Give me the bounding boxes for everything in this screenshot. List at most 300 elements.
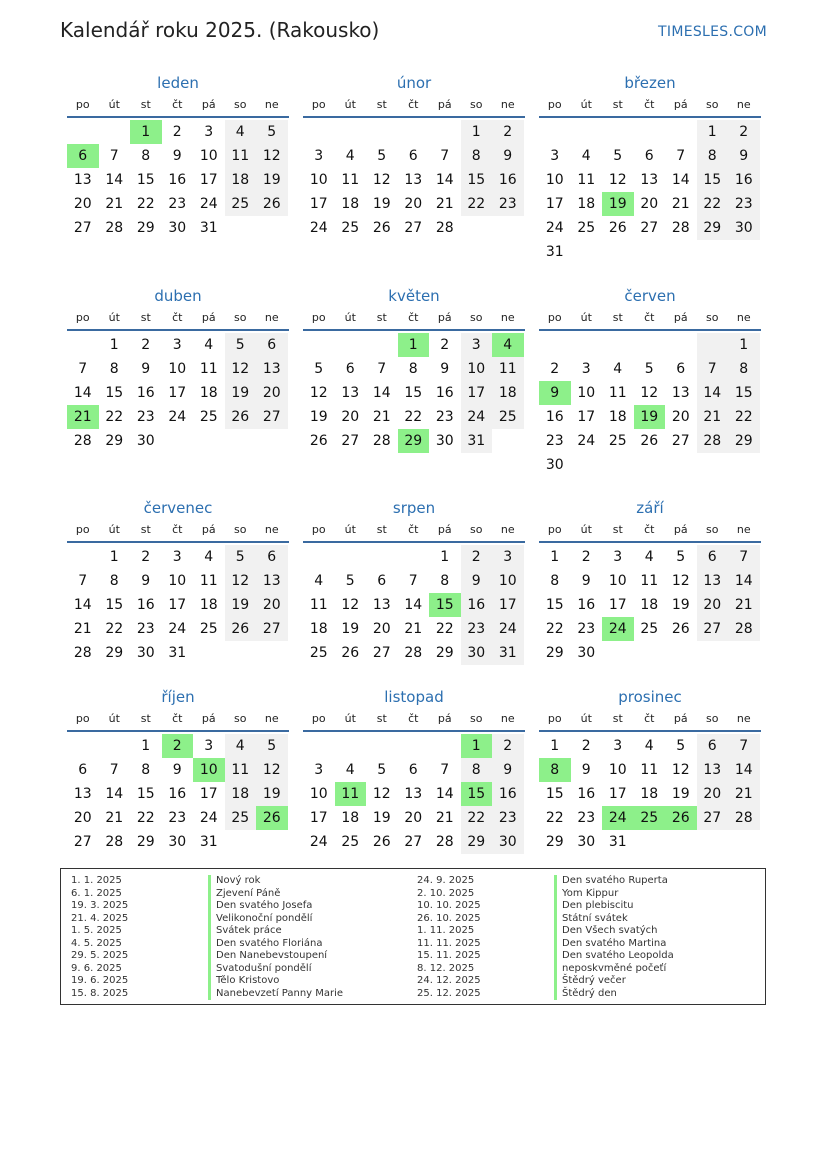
day-cell: 10 xyxy=(545,172,564,188)
day-cell: 11 xyxy=(640,762,659,778)
day-cell: 27 xyxy=(256,405,288,429)
day-cell: 22 xyxy=(404,409,423,425)
day-cell: 3 xyxy=(172,549,182,565)
day-cell: 12 xyxy=(640,385,659,401)
day-cell: 29 xyxy=(136,834,155,850)
weekday-label: út xyxy=(108,98,120,111)
day-cell: 4 xyxy=(204,549,214,565)
day-cell: 3 xyxy=(461,333,493,357)
day-cell: 21 xyxy=(728,782,760,806)
day-cell: 14 xyxy=(404,597,423,613)
day-cell: 15 xyxy=(136,172,155,188)
holiday-day-cell: 10 xyxy=(193,758,225,782)
weekday-label: po xyxy=(311,523,326,536)
day-cell: 6 xyxy=(408,148,418,164)
holiday-legend-row xyxy=(417,925,674,938)
day-cell: 8 xyxy=(440,573,450,589)
day-cell: 11 xyxy=(492,357,524,381)
day-cell: 4 xyxy=(204,337,214,353)
holiday-date: 19. 6. 2025 xyxy=(71,975,129,986)
holiday-date: 6. 1. 2025 xyxy=(71,887,122,899)
day-cell: 8 xyxy=(728,357,760,381)
day-cell: 9 xyxy=(728,144,760,168)
day-cell: 8 xyxy=(461,758,493,782)
holiday-name: Nový rok xyxy=(208,875,260,888)
empty-cell xyxy=(225,429,257,453)
day-cell: 29 xyxy=(105,433,124,449)
day-cell: 2 xyxy=(550,361,560,377)
day-grid xyxy=(539,734,761,854)
day-cell: 5 xyxy=(377,148,387,164)
day-cell: 23 xyxy=(545,433,564,449)
empty-cell xyxy=(571,240,603,264)
weekday-label: ne xyxy=(264,712,279,725)
holiday-name: Den svatého Leopolda xyxy=(554,950,674,963)
day-cell: 4 xyxy=(225,120,257,144)
day-cell: 15 xyxy=(545,597,564,613)
day-cell: 9 xyxy=(141,573,151,589)
day-cell: 2 xyxy=(141,549,151,565)
month-září xyxy=(539,497,761,665)
empty-cell xyxy=(665,333,697,357)
day-cell: 17 xyxy=(577,409,596,425)
day-cell: 5 xyxy=(676,738,686,754)
weekday-label: čt xyxy=(408,311,419,324)
day-cell: 26 xyxy=(341,645,360,661)
holiday-legend-row xyxy=(417,950,674,963)
weekday-label: út xyxy=(580,523,592,536)
day-cell: 30 xyxy=(577,834,596,850)
month-srpen xyxy=(303,497,525,665)
day-cell: 1 xyxy=(440,549,450,565)
day-cell: 22 xyxy=(545,810,564,826)
day-cell: 24 xyxy=(545,220,564,236)
day-cell: 20 xyxy=(697,593,729,617)
weekday-header xyxy=(539,708,761,732)
day-cell: 23 xyxy=(136,621,155,637)
weekday-header xyxy=(303,519,525,543)
day-cell: 20 xyxy=(697,782,729,806)
holiday-legend-row xyxy=(71,963,343,976)
holiday-day-cell: 1 xyxy=(130,120,162,144)
day-cell: 3 xyxy=(204,124,214,140)
empty-cell xyxy=(366,120,398,144)
holiday-name: Den Všech svatých xyxy=(554,925,658,938)
day-cell: 18 xyxy=(341,196,360,212)
day-cell: 29 xyxy=(545,645,564,661)
day-cell: 26 xyxy=(372,834,391,850)
day-cell: 6 xyxy=(644,148,654,164)
day-cell: 23 xyxy=(577,621,596,637)
weekday-label: po xyxy=(75,98,90,111)
day-cell: 2 xyxy=(440,337,450,353)
day-cell: 23 xyxy=(461,617,493,641)
day-cell: 30 xyxy=(545,457,564,473)
empty-cell xyxy=(634,830,666,854)
day-cell: 16 xyxy=(577,786,596,802)
day-cell: 16 xyxy=(136,385,155,401)
holiday-legend-row xyxy=(417,888,674,901)
holiday-legend-column-1 xyxy=(71,875,343,1000)
day-cell: 20 xyxy=(404,196,423,212)
day-cell: 1 xyxy=(550,549,560,565)
day-cell: 30 xyxy=(136,645,155,661)
day-cell: 21 xyxy=(435,196,454,212)
day-cell: 31 xyxy=(545,244,564,260)
month-name: březen xyxy=(624,74,676,92)
day-cell: 13 xyxy=(256,569,288,593)
holiday-name: Den svatého Ruperta xyxy=(554,875,668,888)
empty-cell xyxy=(539,333,571,357)
weekday-label: pá xyxy=(437,98,452,111)
day-cell: 19 xyxy=(372,196,391,212)
day-cell: 2 xyxy=(461,545,493,569)
day-cell: 11 xyxy=(640,573,659,589)
weekday-label: so xyxy=(470,98,483,111)
weekday-label: ne xyxy=(736,712,751,725)
day-cell: 24 xyxy=(199,196,218,212)
weekday-label: čt xyxy=(644,311,655,324)
day-cell: 3 xyxy=(172,337,182,353)
holiday-name: Den svatého Floriána xyxy=(208,938,322,951)
weekday-label: po xyxy=(311,311,326,324)
weekday-label: čt xyxy=(172,98,183,111)
day-cell: 2 xyxy=(492,120,524,144)
day-cell: 6 xyxy=(408,762,418,778)
holiday-date: 29. 5. 2025 xyxy=(71,950,129,961)
day-cell: 28 xyxy=(671,220,690,236)
holiday-day-cell: 9 xyxy=(539,381,571,405)
day-cell: 30 xyxy=(168,834,187,850)
day-cell: 14 xyxy=(73,385,92,401)
weekday-label: po xyxy=(547,523,562,536)
day-cell: 18 xyxy=(199,597,218,613)
day-cell: 15 xyxy=(728,381,760,405)
weekday-label: út xyxy=(344,712,356,725)
empty-cell xyxy=(67,545,99,569)
holiday-date: 9. 6. 2025 xyxy=(71,962,122,974)
weekday-label: ne xyxy=(736,98,751,111)
day-cell: 20 xyxy=(372,621,391,637)
day-grid xyxy=(539,333,761,477)
day-cell: 1 xyxy=(550,738,560,754)
month-name: leden xyxy=(157,74,199,92)
day-cell: 18 xyxy=(225,168,257,192)
day-cell: 7 xyxy=(440,762,450,778)
day-cell: 26 xyxy=(225,617,257,641)
day-cell: 2 xyxy=(492,734,524,758)
weekday-label: čt xyxy=(408,98,419,111)
day-cell: 26 xyxy=(256,192,288,216)
empty-cell xyxy=(256,641,288,665)
month-květen xyxy=(303,285,525,453)
weekday-label: so xyxy=(234,98,247,111)
day-cell: 22 xyxy=(105,409,124,425)
brand-logo[interactable]: TIMESLES.COM xyxy=(658,24,767,40)
day-cell: 16 xyxy=(728,168,760,192)
day-cell: 28 xyxy=(105,220,124,236)
day-cell: 28 xyxy=(728,617,760,641)
day-cell: 21 xyxy=(671,196,690,212)
day-cell: 27 xyxy=(372,645,391,661)
holiday-legend-row xyxy=(417,913,674,926)
day-cell: 28 xyxy=(697,429,729,453)
day-cell: 21 xyxy=(105,810,124,826)
day-cell: 4 xyxy=(581,148,591,164)
day-cell: 18 xyxy=(225,782,257,806)
day-cell: 17 xyxy=(608,786,627,802)
holiday-name: Tělo Kristovo xyxy=(208,975,279,988)
empty-cell xyxy=(634,333,666,357)
day-cell: 17 xyxy=(545,196,564,212)
day-cell: 8 xyxy=(141,148,151,164)
day-cell: 5 xyxy=(345,573,355,589)
holiday-date: 15. 8. 2025 xyxy=(71,987,129,999)
day-cell: 21 xyxy=(697,405,729,429)
month-name: duben xyxy=(154,287,202,305)
day-cell: 7 xyxy=(697,357,729,381)
day-cell: 12 xyxy=(671,573,690,589)
weekday-label: st xyxy=(376,523,387,536)
weekday-label: út xyxy=(580,98,592,111)
day-cell: 18 xyxy=(640,786,659,802)
weekday-header xyxy=(67,94,289,118)
empty-cell xyxy=(335,120,367,144)
weekday-label: st xyxy=(612,523,623,536)
day-cell: 10 xyxy=(492,569,524,593)
empty-cell xyxy=(602,453,634,477)
day-cell: 26 xyxy=(640,433,659,449)
day-cell: 1 xyxy=(697,120,729,144)
day-cell: 3 xyxy=(314,148,324,164)
day-cell: 20 xyxy=(73,196,92,212)
day-cell: 16 xyxy=(577,597,596,613)
day-cell: 31 xyxy=(199,220,218,236)
weekday-label: st xyxy=(140,712,151,725)
day-cell: 9 xyxy=(172,762,182,778)
empty-cell xyxy=(256,216,288,240)
empty-cell xyxy=(225,641,257,665)
holiday-date: 15. 11. 2025 xyxy=(417,950,481,961)
empty-cell xyxy=(634,641,666,665)
empty-cell xyxy=(99,120,131,144)
day-cell: 1 xyxy=(109,549,119,565)
day-cell: 25 xyxy=(225,192,257,216)
empty-cell xyxy=(366,333,398,357)
day-cell: 28 xyxy=(73,645,92,661)
empty-cell xyxy=(335,333,367,357)
day-cell: 17 xyxy=(199,172,218,188)
day-cell: 17 xyxy=(461,381,493,405)
month-name: červen xyxy=(624,287,676,305)
month-name: září xyxy=(636,499,664,517)
empty-cell xyxy=(398,120,430,144)
weekday-label: čt xyxy=(408,523,419,536)
day-cell: 22 xyxy=(728,405,760,429)
weekday-label: so xyxy=(706,311,719,324)
day-cell: 13 xyxy=(404,786,423,802)
day-cell: 28 xyxy=(73,433,92,449)
weekday-label: po xyxy=(547,98,562,111)
empty-cell xyxy=(492,216,524,240)
empty-cell xyxy=(67,333,99,357)
day-cell: 18 xyxy=(199,385,218,401)
day-cell: 22 xyxy=(136,810,155,826)
day-cell: 5 xyxy=(225,333,257,357)
day-cell: 6 xyxy=(676,361,686,377)
day-cell: 13 xyxy=(697,758,729,782)
day-cell: 18 xyxy=(640,597,659,613)
holiday-legend-column-2 xyxy=(417,875,674,1000)
day-cell: 29 xyxy=(545,834,564,850)
day-cell: 16 xyxy=(435,385,454,401)
day-cell: 31 xyxy=(168,645,187,661)
empty-cell xyxy=(225,216,257,240)
weekday-label: so xyxy=(470,712,483,725)
day-cell: 16 xyxy=(492,782,524,806)
day-cell: 15 xyxy=(545,786,564,802)
day-cell: 24 xyxy=(492,617,524,641)
day-cell: 29 xyxy=(461,830,493,854)
empty-cell xyxy=(728,641,760,665)
day-cell: 2 xyxy=(581,549,591,565)
holiday-day-cell: 6 xyxy=(67,144,99,168)
month-leden xyxy=(67,72,289,240)
day-cell: 13 xyxy=(671,385,690,401)
weekday-header xyxy=(539,94,761,118)
weekday-label: pá xyxy=(673,523,688,536)
weekday-label: út xyxy=(580,712,592,725)
day-cell: 15 xyxy=(105,385,124,401)
empty-cell xyxy=(602,120,634,144)
holiday-day-cell: 1 xyxy=(461,734,493,758)
day-cell: 2 xyxy=(172,124,182,140)
day-cell: 8 xyxy=(109,361,119,377)
day-cell: 3 xyxy=(492,545,524,569)
weekday-label: ne xyxy=(500,712,515,725)
weekday-label: so xyxy=(706,712,719,725)
day-cell: 12 xyxy=(256,144,288,168)
day-cell: 1 xyxy=(728,333,760,357)
empty-cell xyxy=(335,734,367,758)
day-cell: 20 xyxy=(256,381,288,405)
empty-cell xyxy=(256,429,288,453)
day-cell: 7 xyxy=(78,361,88,377)
empty-cell xyxy=(665,830,697,854)
weekday-header xyxy=(67,708,289,732)
month-listopad xyxy=(303,686,525,854)
holiday-day-cell: 1 xyxy=(398,333,430,357)
day-cell: 23 xyxy=(728,192,760,216)
holiday-name: Zjevení Páně xyxy=(208,888,280,901)
day-cell: 8 xyxy=(109,573,119,589)
empty-cell xyxy=(398,545,430,569)
weekday-label: po xyxy=(75,311,90,324)
day-cell: 6 xyxy=(697,734,729,758)
day-cell: 7 xyxy=(377,361,387,377)
weekday-label: st xyxy=(140,311,151,324)
day-cell: 14 xyxy=(435,172,454,188)
weekday-label: ne xyxy=(736,311,751,324)
day-cell: 7 xyxy=(676,148,686,164)
day-cell: 10 xyxy=(577,385,596,401)
day-cell: 5 xyxy=(256,734,288,758)
day-cell: 5 xyxy=(613,148,623,164)
month-name: červenec xyxy=(143,499,213,517)
day-cell: 14 xyxy=(105,172,124,188)
weekday-label: út xyxy=(108,712,120,725)
page-title: Kalendář roku 2025. (Rakousko) xyxy=(60,18,380,42)
weekday-label: st xyxy=(612,712,623,725)
day-cell: 3 xyxy=(613,549,623,565)
day-cell: 23 xyxy=(168,196,187,212)
day-cell: 11 xyxy=(577,172,596,188)
weekday-label: so xyxy=(470,311,483,324)
holiday-day-cell: 21 xyxy=(67,405,99,429)
day-cell: 4 xyxy=(314,573,324,589)
day-cell: 21 xyxy=(404,621,423,637)
holiday-name: Štědrý večer xyxy=(554,975,626,988)
day-cell: 13 xyxy=(341,385,360,401)
day-cell: 6 xyxy=(345,361,355,377)
day-cell: 23 xyxy=(577,810,596,826)
day-cell: 23 xyxy=(492,806,524,830)
day-cell: 21 xyxy=(73,621,92,637)
holiday-date: 21. 4. 2025 xyxy=(71,912,129,924)
weekday-label: st xyxy=(376,712,387,725)
day-cell: 25 xyxy=(199,409,218,425)
empty-cell xyxy=(602,333,634,357)
day-cell: 10 xyxy=(608,573,627,589)
day-cell: 8 xyxy=(697,144,729,168)
weekday-header xyxy=(303,94,525,118)
weekday-label: čt xyxy=(644,712,655,725)
weekday-header xyxy=(539,519,761,543)
holiday-date: 8. 12. 2025 xyxy=(417,962,475,974)
day-cell: 26 xyxy=(309,433,328,449)
day-cell: 3 xyxy=(550,148,560,164)
day-cell: 5 xyxy=(644,361,654,377)
day-cell: 12 xyxy=(256,758,288,782)
empty-cell xyxy=(303,734,335,758)
day-cell: 20 xyxy=(404,810,423,826)
empty-cell xyxy=(303,545,335,569)
day-cell: 25 xyxy=(341,834,360,850)
day-cell: 16 xyxy=(461,593,493,617)
day-cell: 28 xyxy=(435,220,454,236)
day-grid xyxy=(539,545,761,665)
weekday-label: pá xyxy=(201,712,216,725)
weekday-label: čt xyxy=(172,311,183,324)
holiday-day-cell: 25 xyxy=(634,806,666,830)
holiday-day-cell: 4 xyxy=(492,333,524,357)
day-cell: 27 xyxy=(341,433,360,449)
day-cell: 11 xyxy=(199,573,218,589)
weekday-label: čt xyxy=(408,712,419,725)
day-cell: 12 xyxy=(372,786,391,802)
day-cell: 27 xyxy=(73,834,92,850)
day-cell: 11 xyxy=(225,144,257,168)
holiday-day-cell: 19 xyxy=(634,405,666,429)
empty-cell xyxy=(665,120,697,144)
weekday-label: st xyxy=(140,523,151,536)
day-cell: 13 xyxy=(372,597,391,613)
day-cell: 29 xyxy=(105,645,124,661)
day-cell: 4 xyxy=(613,361,623,377)
holiday-name: Nanebevzetí Panny Marie xyxy=(208,988,343,1001)
day-cell: 7 xyxy=(728,545,760,569)
day-cell: 17 xyxy=(199,786,218,802)
